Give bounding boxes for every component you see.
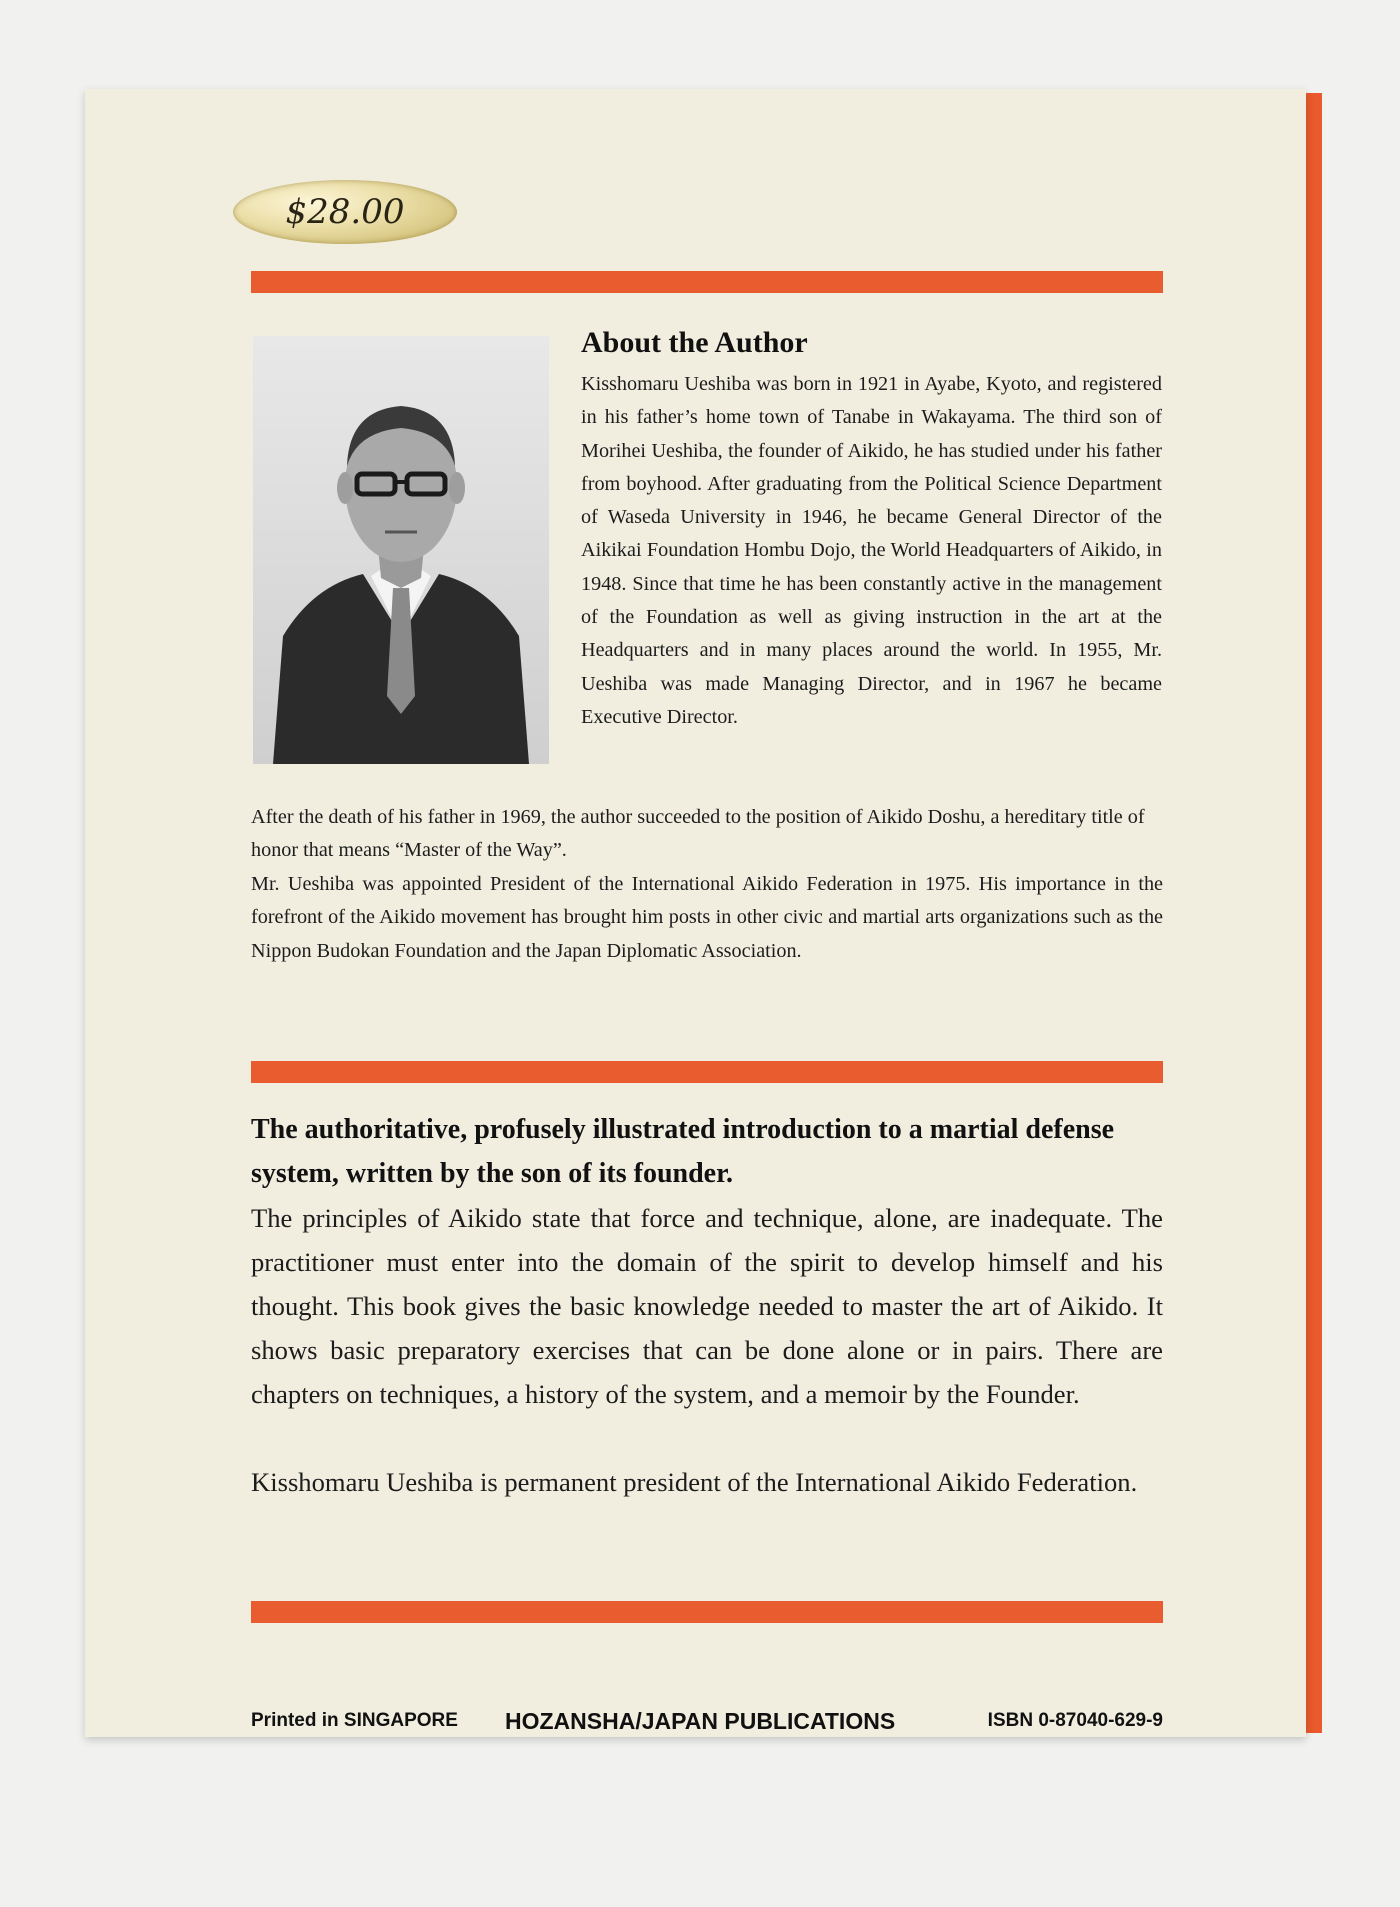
description-headline: The authoritative, profusely illustrated introduction to a martial defense system, written by the son of its founder. — [251, 1114, 1115, 1189]
author-portrait-image — [253, 336, 549, 764]
about-author-paragraph-1: Kisshomaru Ueshiba was born in 1921 in Ayabe, Kyoto, and registered in his father’s home town of Tanabe in Wakayama. The third son of Morihei Ueshiba, the founder of Aikido, he has studied under his father from boyhood. After graduating from the Political Science Department of Waseda University in 1946, he became General Director of the Aikikai Foundation Hombu Dojo, the World Headquarters of Aikido, in 1948. Since that time he has been constantly active in the management of the Foundation as well as giving instruction in the art at the Headquarters and in many places around the world. In 1955, Mr. Ueshiba was made Managing Director, and in 1967 he became Executive Director. — [581, 373, 1162, 728]
back-cover — [85, 89, 1306, 1737]
description-paragraph-1: The principles of Aikido state that force and technique, alone, are inadequate. The practitioner must enter into the domain of the spirit to develop himself and his thought. This book gives the basic knowledge needed to master the art of Aikido. It shows basic preparatory exercises that can be done alone or in pairs. There are chapters on techniques, a history of the system, and a memoir by the Founder. — [251, 1203, 1163, 1409]
printed-in-label: Printed in SINGAPORE — [251, 1710, 458, 1731]
about-author-paragraph-2: After the death of his father in 1969, the author succeeded to the position of Aikido Doshu, a hereditary title of honor that means “Master of the Way”. — [251, 806, 1145, 862]
author-portrait-photo — [253, 336, 549, 764]
description-paragraph-2: Kisshomaru Ueshiba is permanent president of the International Aikido Federation. — [251, 1467, 1138, 1497]
publisher-name: HOZANSHA/JAPAN PUBLICATIONS — [505, 1708, 896, 1734]
accent-rule-middle — [251, 1061, 1163, 1083]
about-author-heading: About the Author — [581, 326, 808, 359]
about-author-paragraph-3: Mr. Ueshiba was appointed President of the International Aikido Federation in 1975. His importance in the forefront of the Aikido movement has brought him posts in other civic and martial arts organizations such as the Nippon Budokan Foundation and the Japan Diplomatic Association. — [251, 873, 1163, 962]
accent-rule-bottom — [251, 1601, 1163, 1623]
accent-rule-top — [251, 271, 1163, 293]
price-sticker: $28.00 — [233, 180, 457, 244]
isbn-number: ISBN 0-87040-629-9 — [987, 1710, 1163, 1731]
